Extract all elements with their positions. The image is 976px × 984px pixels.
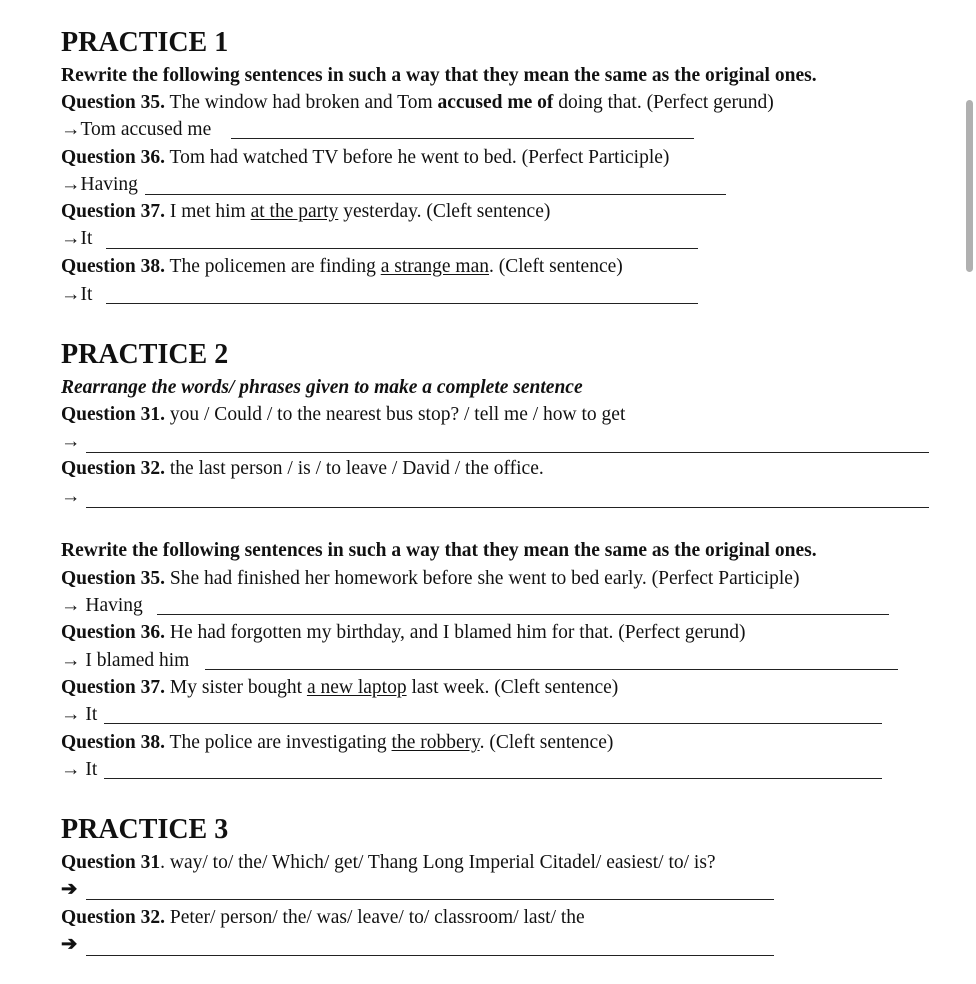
- answer-start: Having: [80, 174, 138, 195]
- practice-2-answer-37-prompt: [61, 703, 97, 727]
- answer-start: It: [80, 284, 93, 305]
- answer-blank-line[interactable]: [231, 138, 694, 139]
- arrow-icon: →: [61, 595, 81, 616]
- practice-3-answer-31-prompt: [61, 878, 77, 902]
- question-text: The police are investigating: [165, 732, 392, 753]
- practice-2-question-35: [61, 567, 799, 591]
- question-underlined: the robbery: [391, 732, 480, 753]
- arrow-icon: →: [61, 119, 81, 140]
- practice-2-instruction-rearrange: Rearrange the words/ phrases given to make a complete sentence: [61, 377, 583, 398]
- answer-start: Tom accused me: [80, 119, 212, 140]
- practice-2-instruction-rewrite: Rewrite the following sentences in such a way that they mean the same as the original ones.: [61, 540, 817, 561]
- practice-3-title: PRACTICE 3: [61, 814, 229, 845]
- practice-2-question-32: [61, 457, 544, 481]
- question-text: you / Could / to the nearest bus stop? / tell me / how to get: [165, 404, 626, 425]
- practice-3-question-32: [61, 906, 585, 930]
- question-label: Question 36.: [61, 622, 166, 643]
- answer-start: It: [85, 704, 98, 725]
- question-underlined: a strange man: [380, 256, 490, 277]
- answer-blank-line[interactable]: [86, 899, 774, 900]
- practice-2-answer-32-prompt: [61, 485, 81, 509]
- arrow-icon: →: [61, 431, 81, 452]
- question-label: Question 31: [61, 852, 161, 873]
- arrow-icon: ➔: [61, 934, 78, 955]
- practice-1-answer-37-prompt: [61, 227, 92, 251]
- question-text: The policemen are finding: [165, 256, 381, 277]
- practice-2-question-37: [61, 676, 618, 700]
- question-underlined: at the party: [250, 201, 339, 222]
- answer-blank-line[interactable]: [106, 248, 698, 249]
- answer-start: It: [80, 228, 93, 249]
- practice-2-question-31: [61, 403, 625, 427]
- arrow-icon: →: [61, 486, 81, 507]
- question-text: Tom had watched TV before he went to bed. (Perfect Participle): [165, 147, 670, 168]
- answer-blank-line[interactable]: [104, 723, 882, 724]
- arrow-icon: →: [61, 650, 81, 671]
- question-text: yesterday. (Cleft sentence): [338, 201, 551, 222]
- question-emphasis: accused me of: [437, 92, 554, 113]
- answer-blank-line[interactable]: [86, 452, 929, 453]
- question-label: Question 35.: [61, 568, 166, 589]
- arrow-icon: →: [61, 759, 81, 780]
- answer-blank-line[interactable]: [86, 507, 929, 508]
- question-label: Question 37.: [61, 677, 166, 698]
- practice-2-answer-38-prompt: [61, 758, 97, 782]
- practice-2-answer-35-prompt: [61, 594, 143, 618]
- question-text: . (Cleft sentence): [489, 256, 623, 277]
- question-text: My sister bought: [165, 677, 307, 698]
- question-text: She had finished her homework before she went to bed early. (Perfect Participle): [165, 568, 800, 589]
- question-label: Question 31.: [61, 404, 166, 425]
- practice-3-answer-32-prompt: [61, 933, 77, 957]
- question-text: . (Cleft sentence): [479, 732, 614, 753]
- practice-2-answer-36-prompt: [61, 649, 189, 673]
- practice-2-question-38: [61, 731, 613, 755]
- question-label: Question 36.: [61, 147, 166, 168]
- arrow-icon: ➔: [61, 879, 78, 900]
- practice-1-answer-36-prompt: [61, 173, 138, 197]
- question-label: Question 38.: [61, 732, 166, 753]
- arrow-icon: →: [61, 704, 81, 725]
- question-label: Question 38.: [61, 256, 166, 277]
- practice-1-answer-35-prompt: [61, 118, 211, 142]
- answer-blank-line[interactable]: [104, 778, 882, 779]
- practice-1-question-37: [61, 200, 550, 224]
- answer-blank-line[interactable]: [86, 955, 774, 956]
- arrow-icon: →: [61, 228, 81, 249]
- question-text: Peter/ person/ the/ was/ leave/ to/ classroom/ last/ the: [165, 907, 585, 928]
- practice-1-answer-38-prompt: [61, 283, 92, 307]
- question-label: Question 35.: [61, 92, 166, 113]
- practice-1-question-36: [61, 146, 669, 170]
- answer-start: Having: [85, 595, 143, 616]
- question-text: I met him: [165, 201, 251, 222]
- question-text: doing that. (Perfect gerund): [553, 92, 774, 113]
- answer-start: I blamed him: [85, 650, 190, 671]
- practice-2-title: PRACTICE 2: [61, 339, 229, 370]
- question-underlined: a new laptop: [306, 677, 407, 698]
- question-text: the last person / is / to leave / David / the office.: [165, 458, 544, 479]
- question-text: last week. (Cleft sentence): [406, 677, 619, 698]
- answer-blank-line[interactable]: [106, 303, 698, 304]
- practice-1-question-38: [61, 255, 623, 279]
- practice-2-answer-31-prompt: [61, 430, 81, 454]
- practice-2-question-36: [61, 621, 746, 645]
- answer-blank-line[interactable]: [205, 669, 898, 670]
- question-text: The window had broken and Tom: [165, 92, 438, 113]
- answer-start: It: [85, 759, 98, 780]
- arrow-icon: →: [61, 284, 81, 305]
- practice-1-title: PRACTICE 1: [61, 27, 229, 58]
- question-label: Question 32.: [61, 458, 166, 479]
- vertical-scrollbar[interactable]: [966, 100, 973, 272]
- practice-1-instruction: Rewrite the following sentences in such a way that they mean the same as the original ones.: [61, 65, 817, 86]
- answer-blank-line[interactable]: [157, 614, 889, 615]
- practice-1-question-35: [61, 91, 774, 115]
- question-text: He had forgotten my birthday, and I blamed him for that. (Perfect gerund): [165, 622, 746, 643]
- practice-3-question-31: [61, 851, 716, 875]
- question-label: Question 32.: [61, 907, 166, 928]
- arrow-icon: →: [61, 174, 81, 195]
- answer-blank-line[interactable]: [145, 194, 726, 195]
- question-label: Question 37.: [61, 201, 166, 222]
- question-text: . way/ to/ the/ Which/ get/ Thang Long Imperial Citadel/ easiest/ to/ is?: [160, 852, 716, 873]
